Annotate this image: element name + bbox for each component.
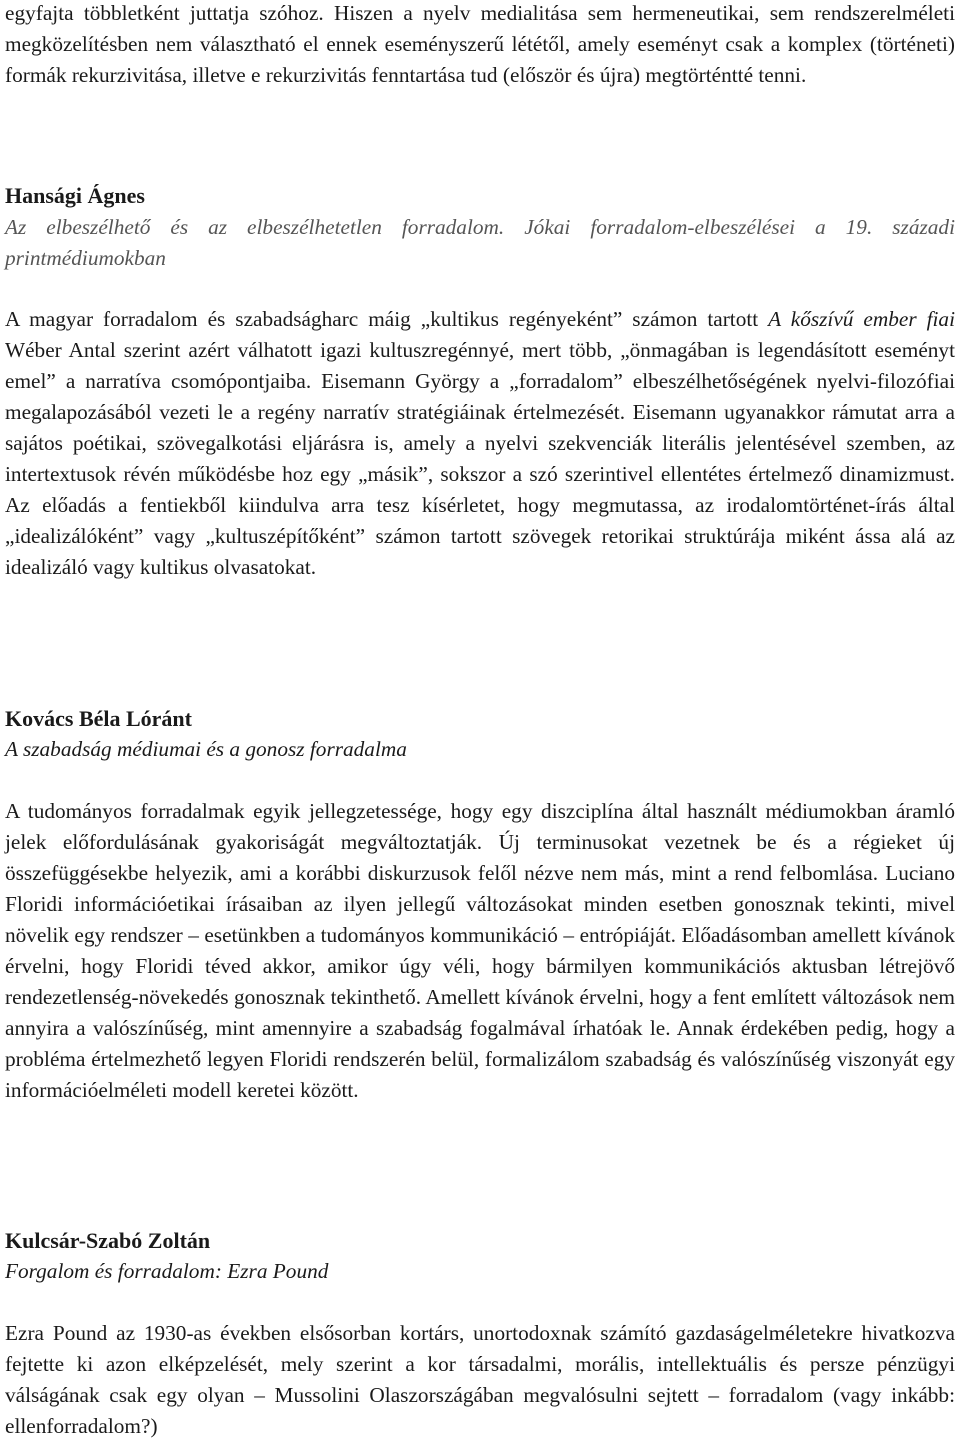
intro-paragraph: egyfajta többletként juttatja szóhoz. Hiszen a nyelv medialitása sem hermeneutikai, sem rendszerelméleti megközelítésben nem választható el ennek eseményszerű lététől, amely eseményt csak a komplex (történeti) formák rekurzivitása, illetve e rekurzivitás fenntartása tud (először és újra) megtörténtté tenni.	[5, 1, 955, 87]
section-body-kovacs: A tudományos forradalmak egyik jellegzetessége, hogy egy diszciplína által használt médiumokban áramló jelek előfordulásának gyakoriságát megváltoztatják. Új terminusokat vezetnek be és a régieket új összefüggésekbe helyezik, ami a korábbi diskurzusok felől nézve nem más, mint a rend felbomlása. Luciano Floridi információetikai írásaiban az ilyen jellegű változásokat minden esetben gonosznak tekinti, mivel növelik egy rendszer – esetünkben a tudományos kommunikáció – entrópiáját. Előadásomban amellett kívánok érvelni, hogy Floridi téved akkor, amikor úgy véli, hogy bármilyen kommunikációs aktusban létrejövő rendezetlenség-növekedés gonosznak tekinthető. Amellett kívánok érvelni, hogy a fent említett változások nem annyira a valószínűség, mint amennyire a szabadság fogalmával írhatóak le. Annak érdekében pedig, hogy a probléma értelmezhető legyen Floridi rendszerén belül, formalizálom szabadság és valószínűség viszonyát egy információelméleti modell keretei között.	[5, 799, 955, 1102]
section-author-kulcsar-szabo: Kulcsár-Szabó Zoltán	[5, 1228, 211, 1253]
body-text-part: A magyar forradalom és szabadságharc máig „kultikus regényeként” számon tartott	[5, 307, 769, 331]
section-title-kovacs: A szabadság médiumai és a gonosz forradalma	[5, 737, 407, 761]
section-body-hansagi	[5, 304, 955, 583]
section-title-kulcsar-szabo: Forgalom és forradalom: Ezra Pound	[5, 1259, 329, 1283]
body-text-part: Wéber Antal szerint azért válhatott igazi kultuszregénnyé, mert több, „önmagában is legendásított eseményt emel” a narratíva csomópontjaiba. Eisemann György a „forradalom” elbeszélhetőségének nyelvi-filozófiai megalapozásából vezeti le a regény narratív stratégiáinak értelmezését. Eisemann ugyanakkor rámutat arra a sajátos poétikai, szövegalkotási eljárásra is, amely a nyelvi szekvenciák literális jelentésével szemben, az intertextusok révén működésbe hoz egy „másik”, sokszor a szó szerintivel ellentétes értelmező dinamizmust. Az előadás a fentiekből kiindulva arra tesz kísérletet, hogy megmutassa, az irodalomtörténet-írás által „idealizálóként” vagy „kultuszépítőként” számon tartott szövegek retorikai struktúrája miként ássa alá az idealizáló vagy kultikus olvasatokat.	[5, 338, 955, 579]
section-author-kovacs: Kovács Béla Lóránt	[5, 706, 192, 731]
section-author-hansagi: Hansági Ágnes	[5, 183, 145, 208]
novel-title: A kőszívű ember fiai	[768, 307, 955, 331]
section-title-hansagi: Az elbeszélhető és az elbeszélhetetlen forradalom. Jókai forradalom-elbeszélései a 19. századi printmédiumokban	[5, 215, 955, 270]
section-body-kulcsar-szabo: Ezra Pound az 1930-as években elsősorban kortárs, unortodoxnak számító gazdaságelméletekre hivatkozva fejtette ki azon elképzelését, mely szerint a kor társadalmi, morális, intellektuális és persze pénzügyi válságának csak egy olyan – Mussolini Olaszországában megvalósulni sejtett – forradalom (vagy inkább: ellenforradalom?)	[5, 1321, 955, 1438]
